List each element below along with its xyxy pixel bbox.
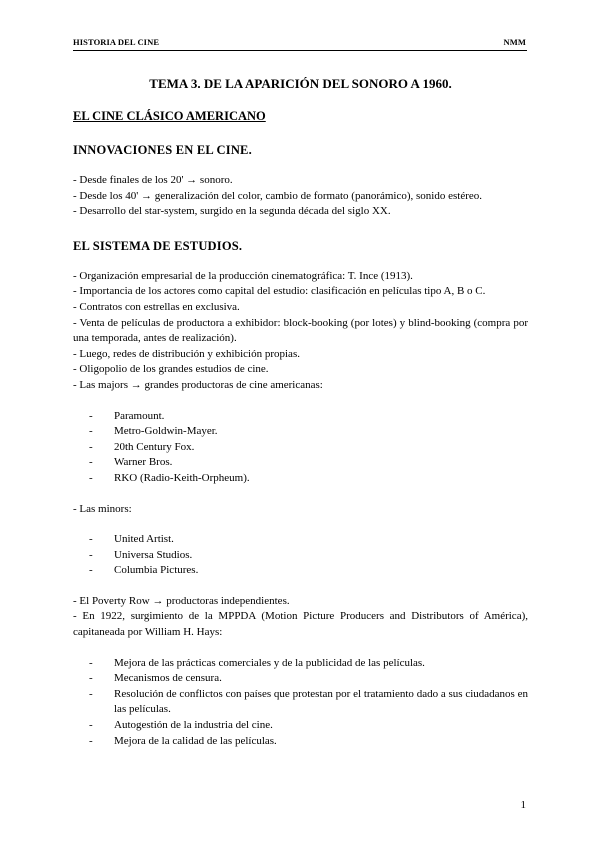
chapter-title: TEMA 3. DE LA APARICIÓN DEL SONORO A 1960. bbox=[149, 76, 452, 91]
majors-item: - RKO (Radio-Keith-Orpheum). bbox=[89, 471, 250, 484]
heading-estudios: EL SISTEMA DE ESTUDIOS. bbox=[73, 238, 243, 253]
list-item: - Contratos con estrellas en exclusiva. bbox=[73, 300, 240, 313]
mppda-item-point: - Mejora de la calidad de las películas. bbox=[89, 734, 277, 747]
list-item: - Importancia de los actores como capital del estudio: clasificación en películas tipo A, B o C. bbox=[73, 285, 486, 298]
header-divider bbox=[73, 50, 527, 51]
list-item: - Organización empresarial de la producción cinematográfica: T. Ince (1913). bbox=[73, 269, 413, 282]
poverty-row-item: - El Poverty Row → productoras independientes. bbox=[73, 594, 290, 607]
mppda-item-point: - Resolución de conflictos con países que protestan por el tratamiento dado a sus ciudadanos en las películas. bbox=[89, 687, 528, 716]
header-author-initials: NMM bbox=[503, 37, 526, 47]
majors-item: - Warner Bros. bbox=[89, 456, 173, 469]
list-item: - Las majors → grandes productoras de cine americanas: bbox=[73, 378, 323, 391]
minors-item: - Universa Studios. bbox=[89, 548, 193, 561]
header-course-title: HISTORIA DEL CINE bbox=[73, 37, 160, 47]
list-item: - Venta de películas de productora a exhibidor: block-booking (por lotes) y blind-booking (compra por una temporada, antes de realización). bbox=[73, 316, 528, 345]
list-item: - Desde los 40' → generalización del color, cambio de formato (panorámico), sonido estéreo. bbox=[73, 189, 483, 202]
heading-innovaciones: INNOVACIONES EN EL CINE. bbox=[73, 143, 252, 157]
minors-item: - Columbia Pictures. bbox=[89, 564, 199, 577]
mppda-item-point: - Mejora de las prácticas comerciales y de la publicidad de las películas. bbox=[89, 656, 425, 669]
minors-item: - United Artist. bbox=[89, 533, 174, 546]
page-number: 1 bbox=[520, 799, 526, 811]
minors-intro: - Las minors: bbox=[73, 502, 132, 515]
estudios-list bbox=[73, 269, 528, 394]
minors-list bbox=[73, 532, 528, 579]
document-body bbox=[73, 70, 528, 749]
majors-item: - 20th Century Fox. bbox=[89, 440, 195, 453]
list-item: - Oligopolio de los grandes estudios de cine. bbox=[73, 363, 269, 376]
mppda-list bbox=[73, 656, 528, 750]
section-title: EL CINE CLÁSICO AMERICANO bbox=[73, 109, 266, 123]
innovaciones-list bbox=[73, 173, 528, 220]
list-item: - Desarrollo del star-system, surgido en la segunda década del siglo XX. bbox=[73, 205, 391, 218]
list-item: - Desde finales de los 20' → sonoro. bbox=[73, 174, 233, 186]
majors-list bbox=[73, 409, 528, 487]
mppda-item: - En 1922, surgimiento de la MPPDA (Motion Picture Producers and Distributors of América), capitaneada por William H. Hays: bbox=[73, 610, 528, 639]
list-item: - Luego, redes de distribución y exhibición propias. bbox=[73, 347, 300, 360]
majors-item: - Metro-Goldwin-Mayer. bbox=[89, 425, 218, 438]
mppda-item-point: - Autogestión de la industria del cine. bbox=[89, 719, 273, 732]
majors-item: - Paramount. bbox=[89, 409, 165, 422]
mppda-item-point: - Mecanismos de censura. bbox=[89, 672, 222, 685]
